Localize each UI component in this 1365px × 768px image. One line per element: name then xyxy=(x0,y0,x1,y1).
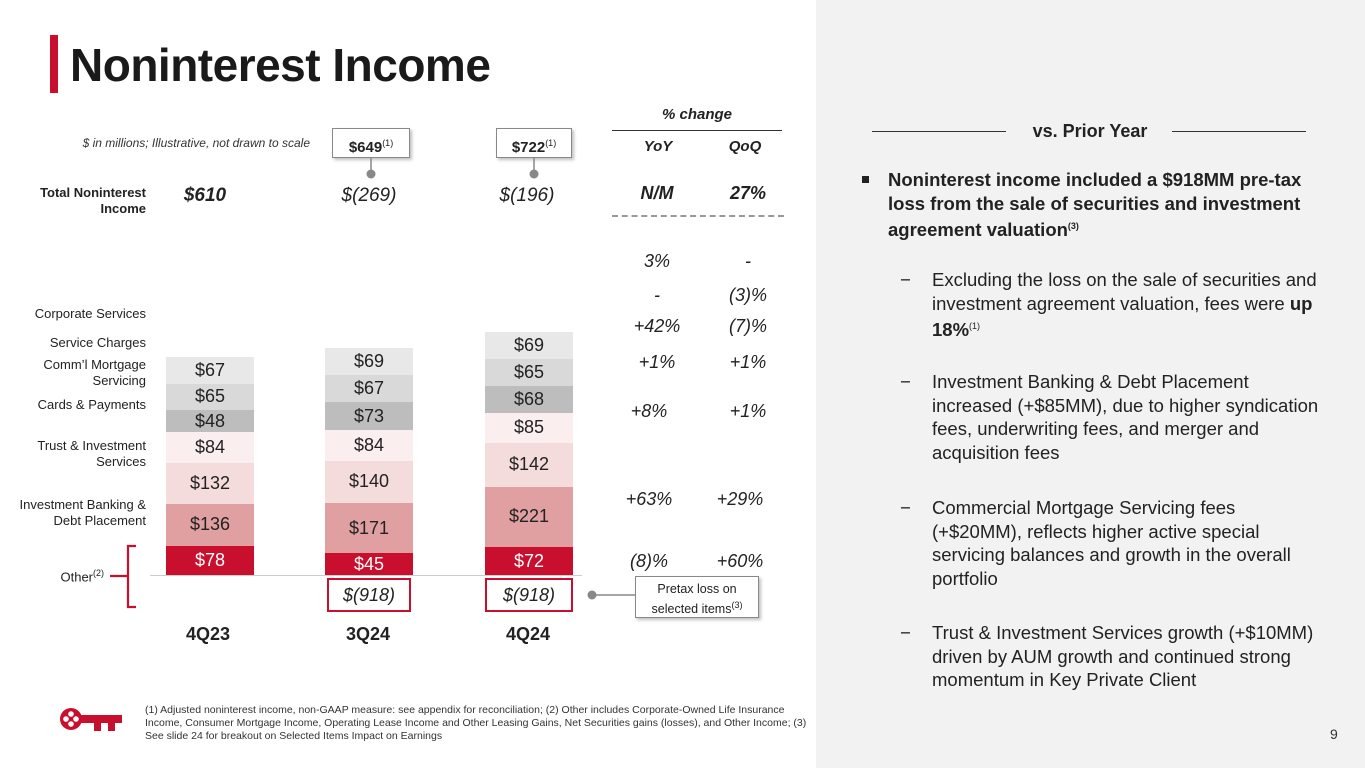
dash-icon: − xyxy=(900,497,911,518)
pretax-loss-ref: (3) xyxy=(731,600,743,610)
bar-value-label: $69 xyxy=(513,335,545,356)
title-accent-bar xyxy=(50,35,58,93)
bar-value-label: $136 xyxy=(189,514,231,535)
pretax-loss-note xyxy=(635,576,759,618)
key-logo-icon xyxy=(58,706,124,732)
callout-4q24-note: (1) xyxy=(545,138,557,148)
bar-segment-3q24-2 xyxy=(325,461,413,504)
quarter-label-4q23: 4Q23 xyxy=(185,624,231,644)
yoy-mortgage: +42% xyxy=(633,316,681,336)
yoy-other: (8)% xyxy=(629,551,668,571)
bar-value-label: $72 xyxy=(513,550,545,571)
bar-value-label: $140 xyxy=(348,471,390,492)
bar-segment-4q24-0 xyxy=(485,547,573,575)
yoy-cards: +1% xyxy=(638,352,676,372)
total-noninterest-label: Total Noninterest Income xyxy=(40,185,146,216)
total-divider xyxy=(612,215,784,217)
qoq-service: (3)% xyxy=(728,285,767,305)
bar-segment-4q23-3 xyxy=(166,432,254,462)
sub-bullet-3 xyxy=(900,496,1320,590)
label-service-charges: Service Charges xyxy=(49,335,146,350)
bar-segment-4q23-5 xyxy=(166,384,254,410)
bar-value-label: $65 xyxy=(194,386,226,407)
total-4q24: $(196) xyxy=(499,185,555,206)
pct-change-rule xyxy=(612,130,782,131)
qoq-ib: +29% xyxy=(716,489,764,509)
bar-segment-4q24-3 xyxy=(485,413,573,444)
bar-value-label: $84 xyxy=(353,434,385,455)
label-other xyxy=(30,568,104,584)
bar-segment-4q24-6 xyxy=(485,332,573,359)
label-commercial-mortgage: Comm’l Mortgage Servicing xyxy=(43,357,146,388)
bar-value-label: $73 xyxy=(353,405,385,426)
label-other-note: (2) xyxy=(93,568,104,578)
label-investment-banking: Investment Banking & Debt Placement xyxy=(19,497,146,528)
bar-segment-4q24-4 xyxy=(485,386,573,413)
main-bullet-body: Noninterest income included a $918MM pre-tax loss from the sale of securities and investment agreement valuation xyxy=(888,169,1302,241)
bar-segment-4q23-2 xyxy=(166,463,254,504)
bar-value-label: $67 xyxy=(194,359,226,380)
yoy-header: YoY xyxy=(643,138,673,155)
qoq-corporate: - xyxy=(745,251,751,271)
sub-bullet-4 xyxy=(900,621,1320,692)
callout-3q24 xyxy=(332,128,410,158)
pretax-loss-text: Pretax loss on selected items xyxy=(651,582,737,617)
chart-subnote: $ in millions; Illustrative, not drawn to scale xyxy=(82,136,310,150)
vs-rule-right xyxy=(1172,131,1306,132)
neg-4q24: $(918) xyxy=(485,578,573,612)
bar-segment-4q24-2 xyxy=(485,443,573,486)
bar-value-label: $142 xyxy=(508,454,550,475)
vs-rule-left xyxy=(872,131,1006,132)
dash-icon: − xyxy=(900,269,911,290)
bar-value-label: $78 xyxy=(194,549,226,570)
bar-value-label: $171 xyxy=(348,517,390,538)
vs-prior-year-title: vs. Prior Year xyxy=(1032,121,1148,141)
sub-bullet-1-text xyxy=(932,268,1320,342)
quarter-label-3q24: 3Q24 xyxy=(345,624,391,644)
label-cards-payments: Cards & Payments xyxy=(37,397,146,412)
bar-value-label: $221 xyxy=(508,506,550,527)
callout-4q24 xyxy=(496,128,572,158)
bar-value-label: $68 xyxy=(513,388,545,409)
callout-4q24-connector xyxy=(527,158,541,180)
callout-3q24-value: $649 xyxy=(348,139,383,156)
bar-value-label: $69 xyxy=(353,351,385,372)
bar-segment-3q24-4 xyxy=(325,402,413,430)
dash-icon: − xyxy=(900,371,911,392)
qoq-header: QoQ xyxy=(728,138,762,155)
bar-value-label: $85 xyxy=(513,417,545,438)
yoy-corporate: 3% xyxy=(643,251,670,271)
bar-segment-3q24-3 xyxy=(325,430,413,460)
sub-bullet-2-text: Investment Banking & Debt Placement increased (+$85MM), due to higher syndication fees, underwriting fees, and merger and acquisition fees xyxy=(932,371,1319,463)
sub-bullet-1-note: (1) xyxy=(969,321,981,331)
sub-bullet-2 xyxy=(900,370,1320,464)
sub-bullet-1 xyxy=(900,268,1320,342)
footnote: (1) Adjusted noninterest income, non-GAAP measure: see appendix for reconciliation; (2) Other includes Corporate-Owned Life Insurance Income, Consumer Mortgage Income, Operating Lease Income and Other Leasing Gains, Net Securities gains (losses), and Other Income; (3) See slide 24 for breakout on Selected Items Impact on Earnings xyxy=(145,704,807,742)
qoq-cards: +1% xyxy=(729,352,767,372)
bar-segment-3q24-5 xyxy=(325,375,413,402)
bar-value-label: $45 xyxy=(353,553,385,574)
bar-value-label: $65 xyxy=(513,361,545,382)
chart-baseline xyxy=(150,575,582,576)
total-4q23: $610 xyxy=(183,185,227,206)
other-bracket xyxy=(106,544,142,610)
callout-3q24-connector xyxy=(364,158,378,180)
callout-4q24-value: $722 xyxy=(511,139,546,156)
qoq-mortgage: (7)% xyxy=(728,316,767,336)
bullet-square-icon xyxy=(862,176,869,183)
pct-change-title: % change xyxy=(661,106,733,123)
sub-bullet-3-text: Commercial Mortgage Servicing fees (+$20MM), reflects higher active special servicing balances and growth in the overall portfolio xyxy=(932,497,1291,589)
label-other-text: Other xyxy=(60,569,93,585)
page-number: 9 xyxy=(1330,726,1338,742)
callout-3q24-note: (1) xyxy=(382,138,394,148)
label-trust-investment: Trust & Investment Services xyxy=(37,438,146,469)
bar-segment-4q23-1 xyxy=(166,504,254,546)
yoy-ib: +63% xyxy=(625,489,673,509)
qoq-other: +60% xyxy=(716,551,764,571)
bar-value-label: $48 xyxy=(194,410,226,431)
main-bullet xyxy=(862,168,1332,242)
dash-icon: − xyxy=(900,622,911,643)
main-bullet-text xyxy=(888,168,1332,242)
bar-segment-4q24-5 xyxy=(485,359,573,385)
sub-bullet-4-text: Trust & Investment Services growth (+$10MM) driven by AUM growth and continued strong momentum in Key Private Client xyxy=(932,622,1314,690)
total-3q24: $(269) xyxy=(341,185,397,206)
total-yoy: N/M xyxy=(640,183,674,203)
pretax-connector xyxy=(572,588,642,602)
bar-value-label: $132 xyxy=(189,472,231,493)
main-bullet-note: (3) xyxy=(1067,221,1079,231)
qoq-trust: +1% xyxy=(729,401,767,421)
bar-segment-3q24-0 xyxy=(325,553,413,575)
bar-segment-3q24-6 xyxy=(325,348,413,375)
bar-segment-4q23-4 xyxy=(166,410,254,433)
yoy-trust: +8% xyxy=(630,401,668,421)
bar-segment-4q23-6 xyxy=(166,357,254,384)
bar-segment-4q24-1 xyxy=(485,487,573,548)
sub-bullet-1-body: Excluding the loss on the sale of securities and investment agreement valuation, fees were xyxy=(932,269,1317,314)
neg-3q24: $(918) xyxy=(327,578,411,612)
bar-value-label: $67 xyxy=(353,378,385,399)
bar-segment-3q24-1 xyxy=(325,503,413,553)
quarter-label-4q24: 4Q24 xyxy=(505,624,551,644)
bar-segment-4q23-0 xyxy=(166,546,254,575)
page-title: Noninterest Income xyxy=(70,39,491,91)
total-qoq: 27% xyxy=(729,183,767,203)
sub-bullet-1-bold: up 18% xyxy=(932,292,1313,341)
yoy-service: - xyxy=(654,285,660,305)
label-corporate-services: Corporate Services xyxy=(34,306,146,321)
bar-value-label: $84 xyxy=(194,437,226,458)
